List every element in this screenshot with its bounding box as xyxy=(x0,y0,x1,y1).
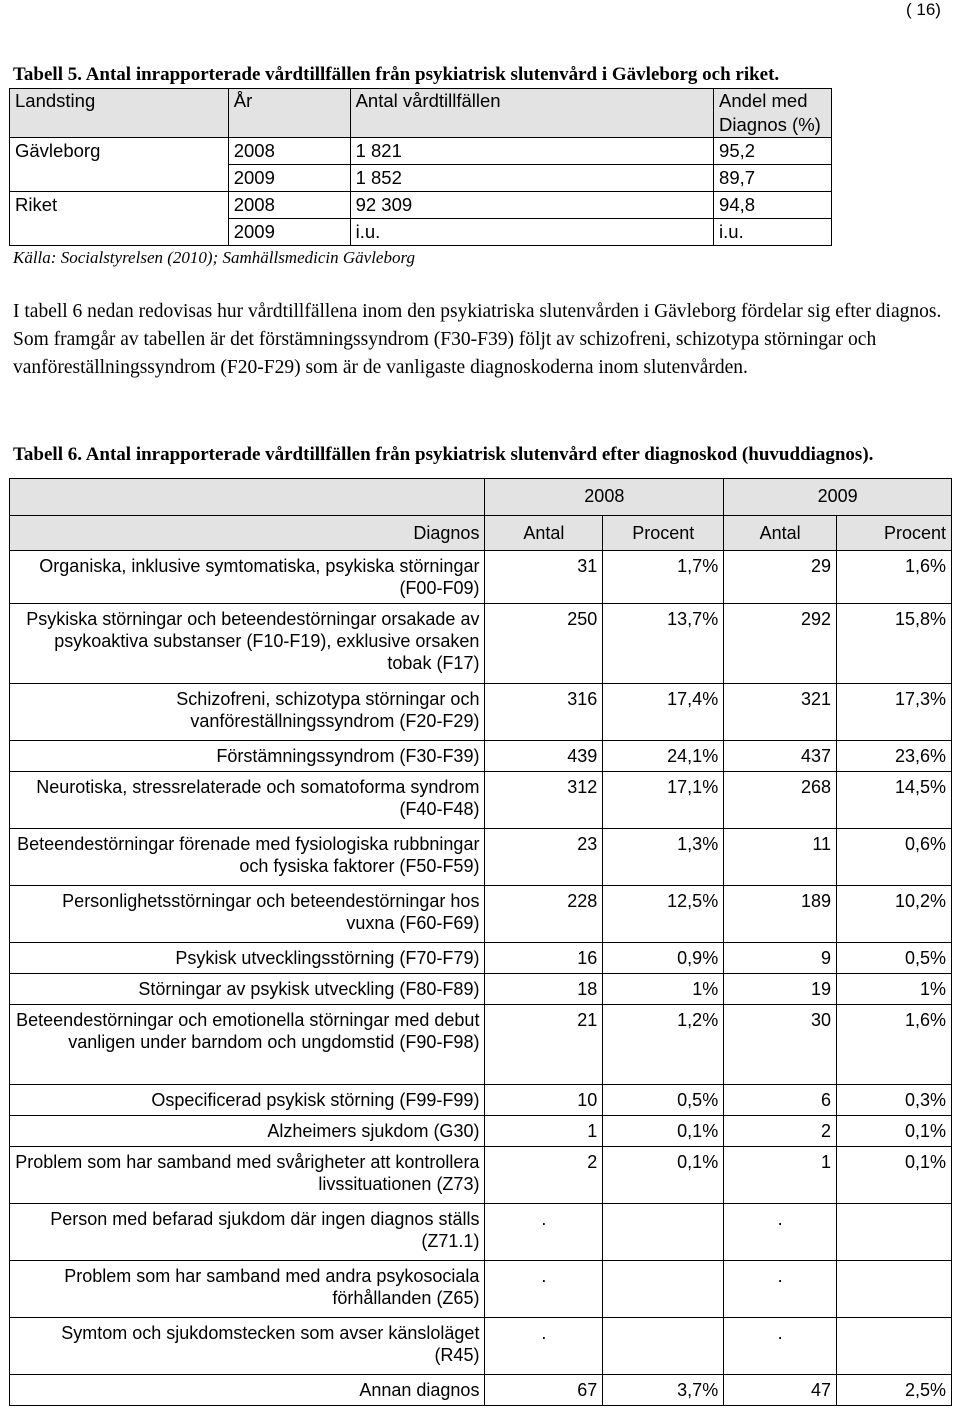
table6-cell-antal-2008: 250 xyxy=(485,604,603,684)
table5-cell: 1 852 xyxy=(350,165,713,192)
table6-cell-procent-2009: 1,6% xyxy=(837,1005,952,1085)
table6-cell-diagnos: Organiska, inklusive symtomatiska, psykiska störningar (F00-F09) xyxy=(10,551,485,604)
table6-column-header-row xyxy=(10,516,952,551)
table5-header-landsting: Landsting xyxy=(10,89,229,138)
table6-cell-antal-2008: 316 xyxy=(485,684,603,741)
table6-cell-diagnos: Symtom och sjukdomstecken som avser känsloläget (R45) xyxy=(10,1318,485,1375)
table6-cell-antal-2009: 321 xyxy=(724,684,837,741)
table6-cell-procent-2009: 17,3% xyxy=(837,684,952,741)
table6-cell-procent-2008: 0,5% xyxy=(603,1085,724,1116)
table6-cell-antal-2008: 228 xyxy=(485,886,603,943)
table6-cell-diagnos: Neurotiska, stressrelaterade och somatoforma syndrom (F40-F48) xyxy=(10,772,485,829)
table-row xyxy=(10,551,952,604)
table6-cell-diagnos: Psykisk utvecklingsstörning (F70-F79) xyxy=(10,943,485,974)
table6-cell-antal-2008: 23 xyxy=(485,829,603,886)
table6-cell-procent-2008: 0,1% xyxy=(603,1147,724,1204)
table6-cell-procent-2009 xyxy=(837,1261,952,1318)
table6-cell-procent-2009: 0,1% xyxy=(837,1116,952,1147)
table6-cell-antal-2009: 292 xyxy=(724,604,837,684)
table6-cell-procent-2008: 3,7% xyxy=(603,1375,724,1406)
table-row xyxy=(10,1085,952,1116)
table5-cell: 95,2 xyxy=(714,138,832,165)
table5-header-year: År xyxy=(228,89,350,138)
table5-header-andel: Andel med Diagnos (%) xyxy=(714,89,832,138)
table5-cell: 92 309 xyxy=(350,192,713,219)
table6-header-year-2008: 2008 xyxy=(485,479,724,516)
table6-cell-procent-2009: 0,1% xyxy=(837,1147,952,1204)
table6-header-procent-2008: Procent xyxy=(603,516,724,551)
table6-cell-antal-2008: 21 xyxy=(485,1005,603,1085)
table6-cell-antal-2008: 16 xyxy=(485,943,603,974)
table5-cell: i.u. xyxy=(714,219,832,246)
table6-cell-diagnos: Alzheimers sjukdom (G30) xyxy=(10,1116,485,1147)
table-row xyxy=(10,604,952,684)
table6-cell-diagnos: Beteendestörningar och emotionella störningar med debut vanligen under barndom och ungdomstid (F90-F98) xyxy=(10,1005,485,1085)
table5-header-row xyxy=(10,89,832,138)
table6-cell-procent-2008 xyxy=(603,1318,724,1375)
table6-cell-antal-2009: . xyxy=(724,1261,837,1318)
table5-cell: i.u. xyxy=(350,219,713,246)
table6-cell-procent-2009: 14,5% xyxy=(837,772,952,829)
table-row xyxy=(10,741,952,772)
table6-cell-antal-2008: 439 xyxy=(485,741,603,772)
table6-header-empty xyxy=(10,479,485,516)
table6-header-antal-2009: Antal xyxy=(724,516,837,551)
table5 xyxy=(9,88,832,246)
table5-cell: 2008 xyxy=(228,192,350,219)
table6-cell-procent-2009: 0,3% xyxy=(837,1085,952,1116)
table6-cell-procent-2008 xyxy=(603,1261,724,1318)
table-row xyxy=(10,192,832,219)
table6-cell-procent-2008: 1,2% xyxy=(603,1005,724,1085)
table6-cell-diagnos: Psykiska störningar och beteendestörningar orsakade av psykoaktiva substanser (F10-F19), exklusive orsaken tobak (F17) xyxy=(10,604,485,684)
table6-cell-antal-2009: 11 xyxy=(724,829,837,886)
table-row xyxy=(10,1116,952,1147)
table6-cell-diagnos: Annan diagnos xyxy=(10,1375,485,1406)
table5-cell: 89,7 xyxy=(714,165,832,192)
table-row xyxy=(10,1318,952,1375)
table6-cell-antal-2009: 9 xyxy=(724,943,837,974)
page-number: ( 16) xyxy=(906,0,941,19)
table6-cell-antal-2009: 189 xyxy=(724,886,837,943)
table-row xyxy=(10,1204,952,1261)
table6-cell-procent-2009: 0,6% xyxy=(837,829,952,886)
table6-cell-antal-2008: 31 xyxy=(485,551,603,604)
table5-cell: 2009 xyxy=(228,165,350,192)
table5-cell: Riket xyxy=(10,192,229,219)
table6-cell-antal-2009: 6 xyxy=(724,1085,837,1116)
table6-cell-diagnos: Ospecificerad psykisk störning (F99-F99) xyxy=(10,1085,485,1116)
table6-cell-diagnos: Problem som har samband med svårigheter att kontrollera livssituationen (Z73) xyxy=(10,1147,485,1204)
table6-cell-antal-2008: 10 xyxy=(485,1085,603,1116)
table-row xyxy=(10,829,952,886)
table6-cell-antal-2009: . xyxy=(724,1318,837,1375)
table6-cell-procent-2009: 10,2% xyxy=(837,886,952,943)
table6-cell-antal-2008: 2 xyxy=(485,1147,603,1204)
table5-cell: Gävleborg xyxy=(10,138,229,165)
table6-cell-procent-2008: 0,1% xyxy=(603,1116,724,1147)
table6-cell-procent-2008: 1% xyxy=(603,974,724,1005)
table5-cell: 1 821 xyxy=(350,138,713,165)
table6-cell-procent-2008: 12,5% xyxy=(603,886,724,943)
table6-year-header-row xyxy=(10,479,952,516)
table5-cell xyxy=(10,165,229,192)
table6-cell-antal-2009: 268 xyxy=(724,772,837,829)
table6-cell-procent-2008 xyxy=(603,1204,724,1261)
table-row xyxy=(10,684,952,741)
table6 xyxy=(9,478,952,1406)
table6-cell-antal-2009: 437 xyxy=(724,741,837,772)
table6-cell-diagnos: Förstämningssyndrom (F30-F39) xyxy=(10,741,485,772)
table5-source: Källa: Socialstyrelsen (2010); Samhällsmedicin Gävleborg xyxy=(13,248,415,267)
table6-cell-procent-2009 xyxy=(837,1204,952,1261)
table6-header-diagnos: Diagnos xyxy=(10,516,485,551)
table-row xyxy=(10,138,832,165)
table6-cell-antal-2009: 30 xyxy=(724,1005,837,1085)
table6-cell-procent-2008: 17,1% xyxy=(603,772,724,829)
table6-cell-procent-2008: 13,7% xyxy=(603,604,724,684)
table6-cell-antal-2008: 18 xyxy=(485,974,603,1005)
table-row xyxy=(10,1147,952,1204)
table6-cell-antal-2008: . xyxy=(485,1318,603,1375)
table6-cell-diagnos: Problem som har samband med andra psykosociala förhållanden (Z65) xyxy=(10,1261,485,1318)
table6-cell-diagnos: Schizofreni, schizotypa störningar och vanföreställningssyndrom (F20-F29) xyxy=(10,684,485,741)
table-row xyxy=(10,219,832,246)
table6-cell-procent-2009 xyxy=(837,1318,952,1375)
table6-cell-procent-2009: 2,5% xyxy=(837,1375,952,1406)
table-row xyxy=(10,1375,952,1406)
table6-cell-antal-2009: 47 xyxy=(724,1375,837,1406)
table-row xyxy=(10,165,832,192)
table6-cell-procent-2009: 1% xyxy=(837,974,952,1005)
table6-cell-procent-2009: 1,6% xyxy=(837,551,952,604)
table6-cell-antal-2009: . xyxy=(724,1204,837,1261)
table6-cell-antal-2009: 19 xyxy=(724,974,837,1005)
table6-cell-antal-2008: 67 xyxy=(485,1375,603,1406)
table6-cell-procent-2008: 24,1% xyxy=(603,741,724,772)
table6-cell-diagnos: Beteendestörningar förenade med fysiologiska rubbningar och fysiska faktorer (F50-F59) xyxy=(10,829,485,886)
table6-cell-procent-2009: 23,6% xyxy=(837,741,952,772)
table5-cell: 94,8 xyxy=(714,192,832,219)
table6-cell-procent-2008: 1,7% xyxy=(603,551,724,604)
table6-cell-diagnos: Person med befarad sjukdom där ingen diagnos ställs (Z71.1) xyxy=(10,1204,485,1261)
table6-cell-antal-2009: 29 xyxy=(724,551,837,604)
table6-cell-procent-2008: 17,4% xyxy=(603,684,724,741)
table5-caption: Tabell 5. Antal inrapporterade vårdtillfällen från psykiatrisk slutenvård i Gävleborg och riket. xyxy=(13,64,780,85)
table-row xyxy=(10,1261,952,1318)
table6-cell-antal-2008: . xyxy=(485,1204,603,1261)
table6-header-procent-2009: Procent xyxy=(837,516,952,551)
table5-cell: 2009 xyxy=(228,219,350,246)
table6-cell-antal-2008: . xyxy=(485,1261,603,1318)
table6-cell-procent-2009: 0,5% xyxy=(837,943,952,974)
body-paragraph: I tabell 6 nedan redovisas hur vårdtillfällena inom den psykiatriska slutenvården i Gävleborg fördelar sig efter diagnos. Som framgår av tabellen är det förstämningssyndrom (F30-F39) följt av schizofreni, schizotypa störningar och vanföreställningssyndrom (F20-F29) som är de vanligaste diagnoskoderna inom slutenvården. xyxy=(13,301,942,378)
table6-cell-antal-2009: 1 xyxy=(724,1147,837,1204)
table-row xyxy=(10,772,952,829)
table6-cell-antal-2008: 312 xyxy=(485,772,603,829)
table-row xyxy=(10,886,952,943)
table6-cell-procent-2008: 1,3% xyxy=(603,829,724,886)
table6-header-antal-2008: Antal xyxy=(485,516,603,551)
table6-cell-antal-2009: 2 xyxy=(724,1116,837,1147)
table5-cell xyxy=(10,219,229,246)
table6-cell-antal-2008: 1 xyxy=(485,1116,603,1147)
table6-cell-diagnos: Störningar av psykisk utveckling (F80-F89) xyxy=(10,974,485,1005)
table-row xyxy=(10,943,952,974)
table5-header-antal: Antal vårdtillfällen xyxy=(350,89,713,138)
table6-cell-diagnos: Personlighetsstörningar och beteendestörningar hos vuxna (F60-F69) xyxy=(10,886,485,943)
table-row xyxy=(10,1005,952,1085)
table6-cell-procent-2008: 0,9% xyxy=(603,943,724,974)
table6-cell-procent-2009: 15,8% xyxy=(837,604,952,684)
table6-header-year-2009: 2009 xyxy=(724,479,952,516)
table-row xyxy=(10,974,952,1005)
table6-caption: Tabell 6. Antal inrapporterade vårdtillfällen från psykiatrisk slutenvård efter diagnoskod (huvuddiagnos). xyxy=(13,444,874,465)
table5-cell: 2008 xyxy=(228,138,350,165)
